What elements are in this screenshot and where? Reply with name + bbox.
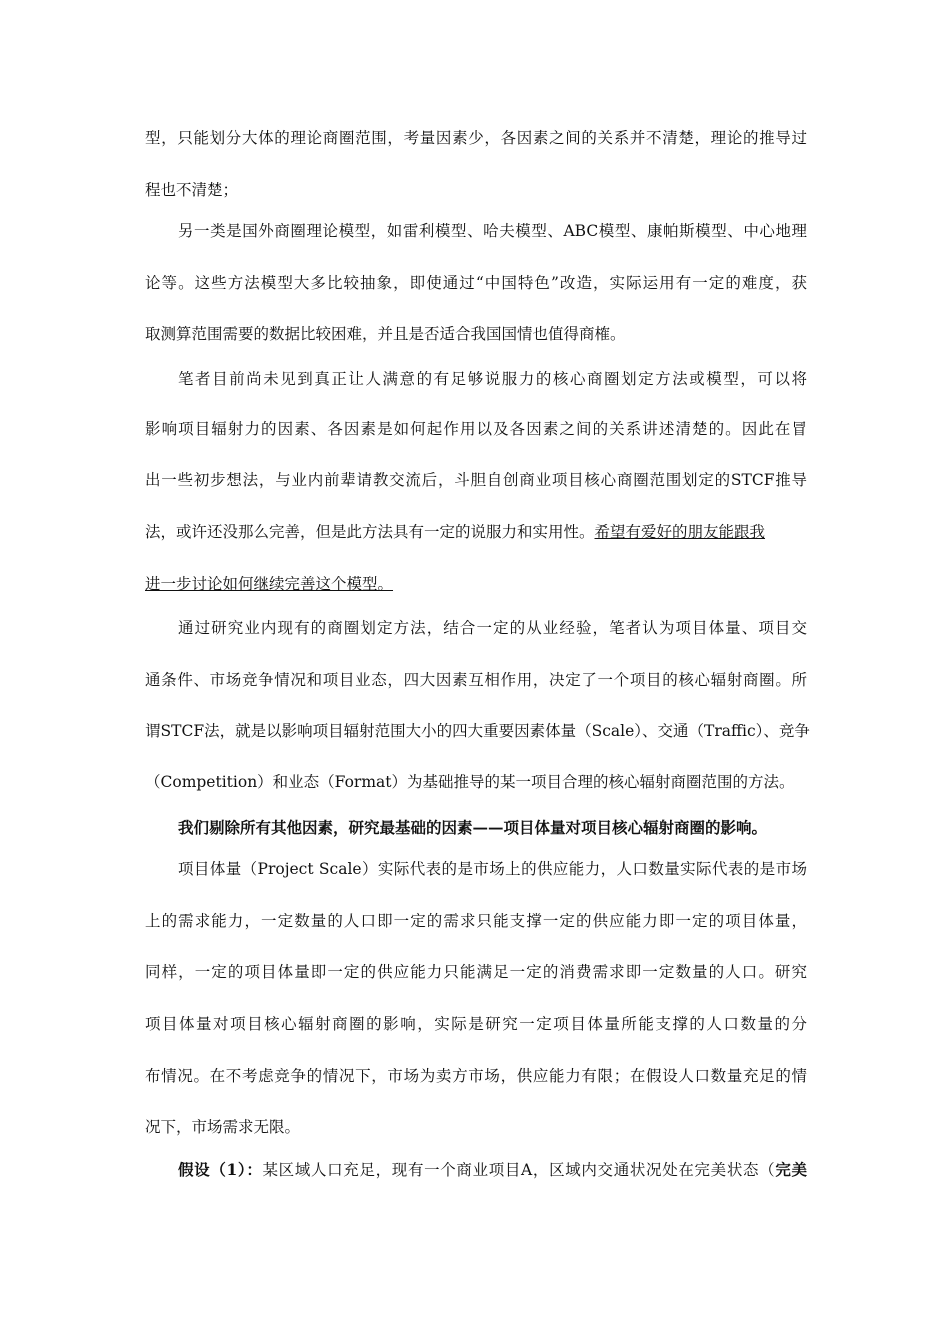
text-line: 型，只能划分大体的理论商圈范围，考量因素少，各因素之间的关系并不清楚，理论的推导过 [145,129,807,147]
text-line: 布情况。在不考虑竞争的情况下，市场为卖方市场，供应能力有限；在假设人口数量充足的情 [145,1067,807,1085]
text-line: 项目体量对项目核心辐射商圈的影响，实际是研究一定项目体量所能支撑的人口数量的分 [145,1015,807,1033]
text-line: 程也不清楚； [145,181,239,199]
text-line: 笔者目前尚未见到真正让人满意的有足够说服力的核心商圈划定方法或模型，可以将 [178,370,807,388]
text-line [145,522,807,542]
text-segment: 某区域人口充足，现有一个商业项目A，区域内交通状况处在完美状态（ [262,1161,776,1179]
text-line: 影响项目辐射力的因素、各因素是如何起作用以及各因素之间的关系讲述清楚的。因此在冒 [145,420,807,438]
text-line: 出一些初步想法，与业内前辈请教交流后，斗胆自创商业项目核心商圈范围划定的STCF推导 [145,471,807,489]
text-line: （Competition）和业态（Format）为基础推导的某一项目合理的核心辐射商圈范围的方法。 [145,773,795,791]
text-line: 况下，市场需求无限。 [145,1118,301,1136]
text-line: 项目体量（Project Scale）实际代表的是市场上的供应能力，人口数量实际代表的是市场 [178,860,807,878]
text-line: 通过研究业内现有的商圈划定方法，结合一定的从业经验，笔者认为项目体量、项目交 [178,619,807,637]
underlined-text: 希望有爱好的朋友能跟我 [594,523,766,541]
text-line: 取测算范围需要的数据比较困难，并且是否适合我国国情也值得商榷。 [145,325,626,343]
bold-text: 完美 [775,1160,807,1179]
bold-heading: 我们剔除所有其他因素，研究最基础的因素——项目体量对项目核心辐射商圈的影响。 [178,818,768,837]
text-line: 另一类是国外商圈理论模型，如雷利模型、哈夫模型、ABC模型、康帕斯模型、中心地理 [178,222,807,240]
text-segment: 法，或许还没那么完善，但是此方法具有一定的说服力和实用性。 [145,523,595,541]
text-line: 论等。这些方法模型大多比较抽象，即使通过“中国特色”改造，实际运用有一定的难度，获 [145,274,807,292]
text-line: 上的需求能力，一定数量的人口即一定的需求只能支撑一定的供应能力即一定的项目体量， [145,912,807,930]
text-line: 通条件、市场竞争情况和项目业态，四大因素互相作用，决定了一个项目的核心辐射商圈。所 [145,671,807,689]
assumption-label: 假设（1）： [178,1160,263,1179]
text-line: 谓STCF法，就是以影响项目辐射范围大小的四大重要因素体量（Scale）、交通（Traffic）、竞争 [145,722,810,740]
text-line: 同样，一定的项目体量即一定的供应能力只能满足一定的消费需求即一定数量的人口。研究 [145,963,807,981]
underlined-text: 进一步讨论如何继续完善这个模型。 [145,575,394,593]
text-line [178,1160,807,1180]
